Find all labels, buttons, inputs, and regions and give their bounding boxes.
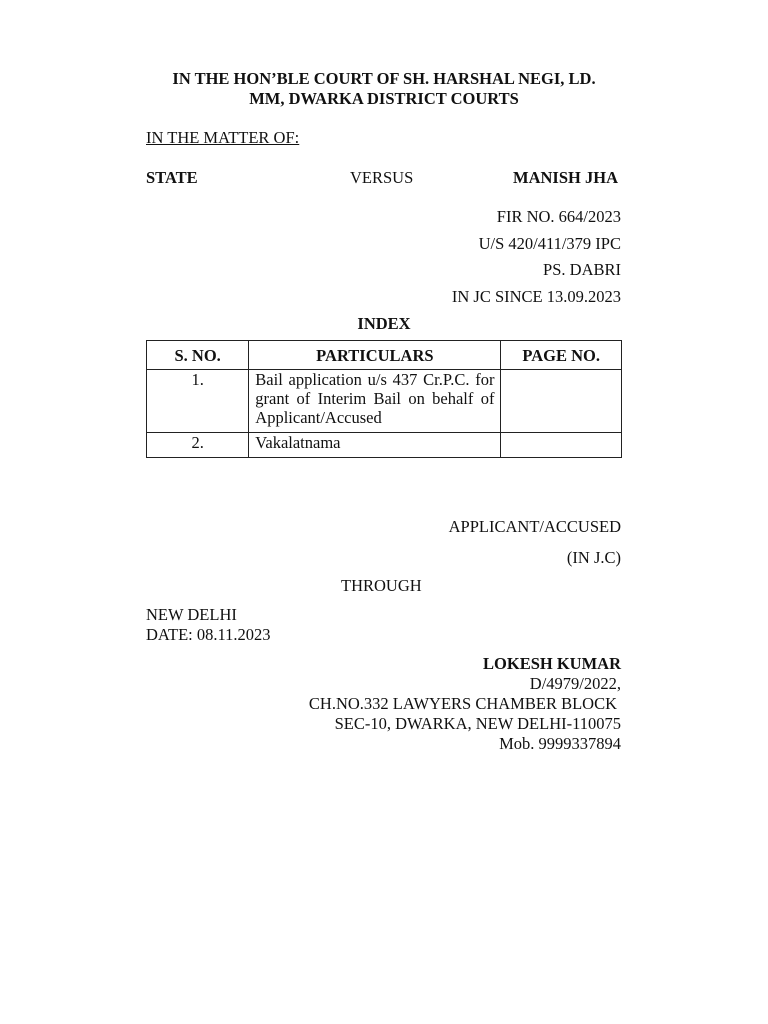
fir-number: FIR NO. 664/2023	[496, 207, 621, 226]
index-table	[146, 340, 622, 458]
cell-page	[501, 433, 622, 458]
advocate-address-line1: CH.NO.332 LAWYERS CHAMBER BLOCK	[308, 694, 617, 713]
through-label: THROUGH	[341, 576, 422, 595]
date: DATE: 08.11.2023	[146, 625, 271, 644]
column-header-particulars: PARTICULARS	[249, 341, 501, 370]
matter-label: IN THE MATTER OF:	[146, 128, 300, 147]
place: NEW DELHI	[146, 605, 237, 624]
index-header-row	[147, 341, 622, 370]
table-row	[147, 370, 622, 433]
advocate-address-line2: SEC-10, DWARKA, NEW DELHI-110075	[334, 714, 621, 733]
column-header-sno: S. NO.	[147, 341, 249, 370]
cell-particulars: Vakalatnama	[249, 433, 501, 458]
court-heading-line1: IN THE HON’BLE COURT OF SH. HARSHAL NEGI, LD.	[172, 69, 596, 88]
court-heading-line2: MM, DWARKA DISTRICT COURTS	[249, 89, 519, 108]
sections: U/S 420/411/379 IPC	[478, 234, 621, 253]
custody-status: IN JC SINCE 13.09.2023	[451, 287, 621, 306]
cell-sno: 1.	[147, 370, 249, 433]
index-title: INDEX	[357, 314, 411, 333]
advocate-enrolment: D/4979/2022,	[529, 674, 621, 693]
advocate-mobile: Mob. 9999337894	[499, 734, 621, 753]
police-station: PS. DABRI	[543, 260, 621, 279]
cell-page	[501, 370, 622, 433]
petitioner-name: STATE	[146, 168, 198, 187]
court-heading	[146, 69, 622, 109]
in-jc-label: (IN J.C)	[566, 548, 621, 567]
cell-particulars: Bail application u/s 437 Cr.P.C. for grant of Interim Bail on behalf of Applicant/Accused	[249, 370, 501, 433]
table-row	[147, 433, 622, 458]
advocate-name: LOKESH KUMAR	[483, 654, 621, 673]
applicant-label: APPLICANT/ACCUSED	[448, 517, 621, 536]
column-header-page: PAGE NO.	[501, 341, 622, 370]
accused-name: MANISH JHA	[513, 168, 618, 187]
versus-label: VERSUS	[350, 168, 414, 187]
cell-sno: 2.	[147, 433, 249, 458]
